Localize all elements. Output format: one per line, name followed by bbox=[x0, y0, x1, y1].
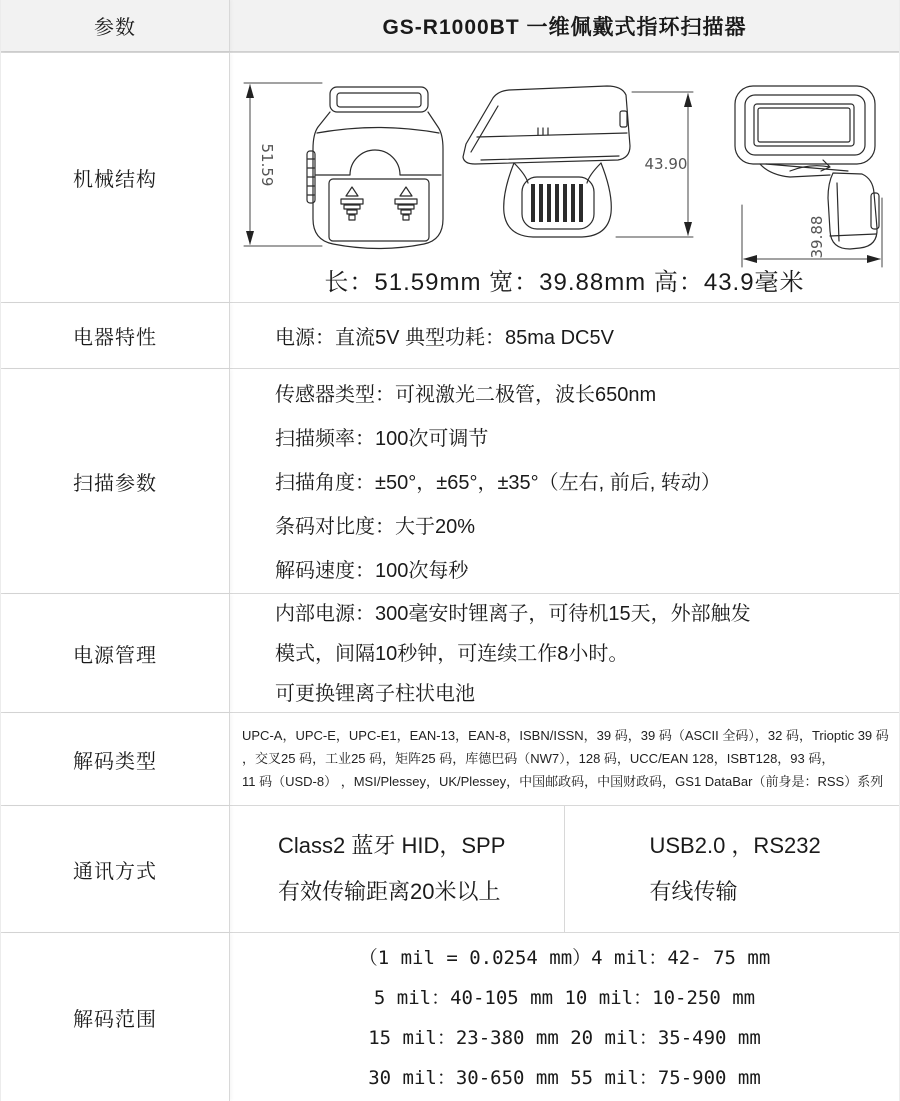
spec-line: 有效传输距离20米以上 bbox=[278, 879, 501, 904]
spec-line: 15 mil：23-380 mm 20 mil：35-490 mm bbox=[368, 1027, 761, 1049]
length-dim-label: 51.59 bbox=[258, 143, 276, 187]
spec-line: 传感器类型：可视激光二极管，波长650nm bbox=[275, 384, 657, 406]
spec-line: 扫描角度：±50°，±65°，±35°（左右, 前后, 转动） bbox=[275, 472, 721, 494]
mechanical-label: 机械结构 bbox=[73, 169, 157, 191]
arrow-mark-icon bbox=[790, 160, 830, 171]
row-label-scanning bbox=[1, 369, 230, 593]
product-title: GS-R1000BT 一维佩戴式指环扫描器 bbox=[382, 15, 747, 39]
spec-line: 内部电源：300毫安时锂离子，可待机15天，外部触发 bbox=[275, 603, 751, 625]
spec-line: ，交叉25 码，工业25 码，矩阵25 码，库德巴码（NW7），128 码，UCC/EAN 128，ISBT128，93 码， bbox=[242, 751, 835, 766]
dimensions-caption: 长：51.59mm 宽：39.88mm 高：43.9毫米 bbox=[324, 269, 805, 296]
spec-line: 条码对比度：大于20% bbox=[275, 516, 476, 538]
spec-line: 扫描频率：100次可调节 bbox=[275, 428, 489, 450]
row-label-decode-range bbox=[1, 933, 230, 1101]
mechanical-drawing-cell bbox=[230, 53, 899, 302]
wired-cell bbox=[565, 806, 900, 932]
decode-types-label: 解码类型 bbox=[73, 750, 157, 773]
spec-line: （1 mil = 0.0254 mm）4 mil：42- 75 mm bbox=[358, 947, 771, 969]
header-row bbox=[1, 0, 899, 52]
row-communication bbox=[1, 805, 899, 932]
trigger-button-icon bbox=[341, 187, 363, 220]
row-label-communication bbox=[1, 806, 230, 932]
trigger-button-icon bbox=[395, 187, 417, 220]
spec-line: 有线传输 bbox=[649, 879, 738, 904]
spec-line: UPC-A，UPC-E，UPC-E1，EAN-13，EAN-8，ISBN/ISSN，39 码，39 码（ASCII 全码），32 码，Trioptic 39 码 bbox=[242, 728, 889, 743]
param-header-label: 参数 bbox=[94, 17, 136, 39]
row-decode-types bbox=[1, 712, 899, 805]
scanning-content bbox=[230, 369, 899, 593]
row-power bbox=[1, 593, 899, 712]
spec-line: 模式，间隔10秒钟，可连续工作8小时。 bbox=[275, 643, 629, 665]
spec-line: 电源：直流5V 典型功耗：85ma DC5V bbox=[275, 327, 614, 349]
decode-range-label: 解码范围 bbox=[73, 1008, 157, 1031]
bluetooth-cell bbox=[230, 806, 565, 932]
row-label-mechanical bbox=[1, 53, 230, 302]
spec-line: Class2 蓝牙 HID，SPP bbox=[278, 833, 506, 858]
electrical-label: 电器特性 bbox=[73, 327, 157, 349]
height-dim-label: 43.90 bbox=[644, 155, 688, 173]
row-mechanical bbox=[1, 52, 899, 302]
row-electrical bbox=[1, 302, 899, 368]
side-view-drawing bbox=[463, 86, 630, 237]
product-title-cell bbox=[230, 0, 899, 51]
scanning-label: 扫描参数 bbox=[73, 472, 157, 495]
power-content bbox=[230, 594, 899, 712]
row-label-electrical bbox=[1, 303, 230, 368]
width-dimension bbox=[742, 198, 882, 267]
param-header-cell bbox=[1, 0, 230, 51]
row-scanning bbox=[1, 368, 899, 593]
communication-label: 通讯方式 bbox=[73, 860, 157, 883]
spec-line: 5 mil：40-105 mm 10 mil：10-250 mm bbox=[373, 987, 756, 1009]
spec-line: 30 mil：30-650 mm 55 mil：75-900 mm bbox=[368, 1067, 761, 1089]
decode-range-content bbox=[230, 933, 899, 1101]
row-label-decode-types bbox=[1, 713, 230, 805]
electrical-content bbox=[230, 303, 899, 368]
spec-line: 11 码（USD-8） ，MSI/Plessey，UK/Plessey，中国邮政码，中国财政码，GS1 DataBar（前身是：RSS）系列 bbox=[242, 774, 884, 789]
grille-icon bbox=[531, 184, 583, 222]
width-dim-label: 39.88 bbox=[808, 215, 826, 259]
communication-content bbox=[230, 806, 899, 932]
row-decode-range bbox=[1, 932, 899, 1101]
spec-line: USB2.0 ，RS232 bbox=[649, 833, 821, 858]
spec-line: 可更换锂离子柱状电池 bbox=[275, 683, 475, 705]
front-view-drawing bbox=[307, 87, 443, 249]
top-view-drawing bbox=[735, 86, 879, 249]
length-dimension bbox=[244, 83, 322, 246]
decode-types-content bbox=[230, 713, 900, 805]
row-label-power bbox=[1, 594, 230, 712]
power-label: 电源管理 bbox=[73, 644, 157, 667]
spec-line: 解码速度：100次每秒 bbox=[275, 560, 469, 582]
